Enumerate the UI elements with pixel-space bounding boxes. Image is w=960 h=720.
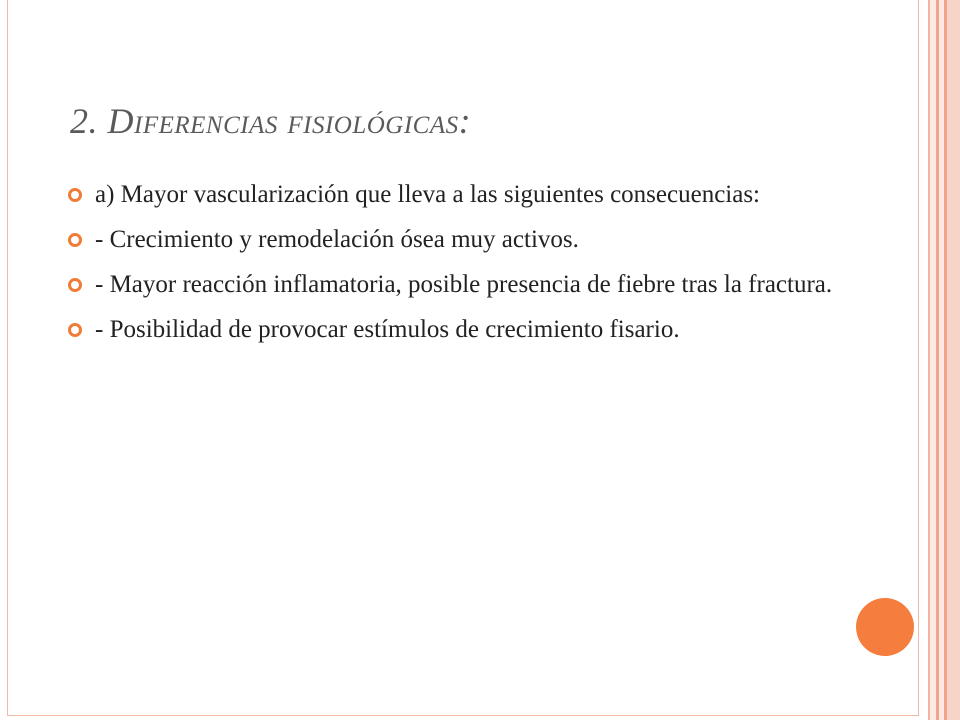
bullet-text: - Crecimiento y remodelación ósea muy activos. — [95, 226, 579, 253]
bullet-text: - Posibilidad de provocar estímulos de crecimiento fisario. — [95, 316, 680, 343]
list-item — [68, 313, 838, 346]
ring-bullet-icon — [68, 278, 82, 292]
bullet-text: a) Mayor vascularización que lleva a las siguientes consecuencias: — [95, 181, 761, 208]
list-item — [68, 178, 838, 211]
slide-title: 2. Diferencias fisiológicas: — [70, 101, 472, 141]
orange-circle-decoration — [856, 598, 914, 656]
slide-frame — [7, 0, 919, 716]
bullet-text: - Mayor reacción inflamatoria, posible presencia de fiebre tras la fractura. — [95, 271, 833, 298]
bullet-list — [68, 178, 838, 358]
decorative-stripes — [928, 0, 960, 720]
ring-bullet-icon — [68, 323, 82, 337]
list-item — [68, 268, 838, 301]
stripe — [947, 0, 960, 720]
ring-bullet-icon — [68, 188, 82, 202]
ring-bullet-icon — [68, 233, 82, 247]
list-item — [68, 223, 838, 256]
